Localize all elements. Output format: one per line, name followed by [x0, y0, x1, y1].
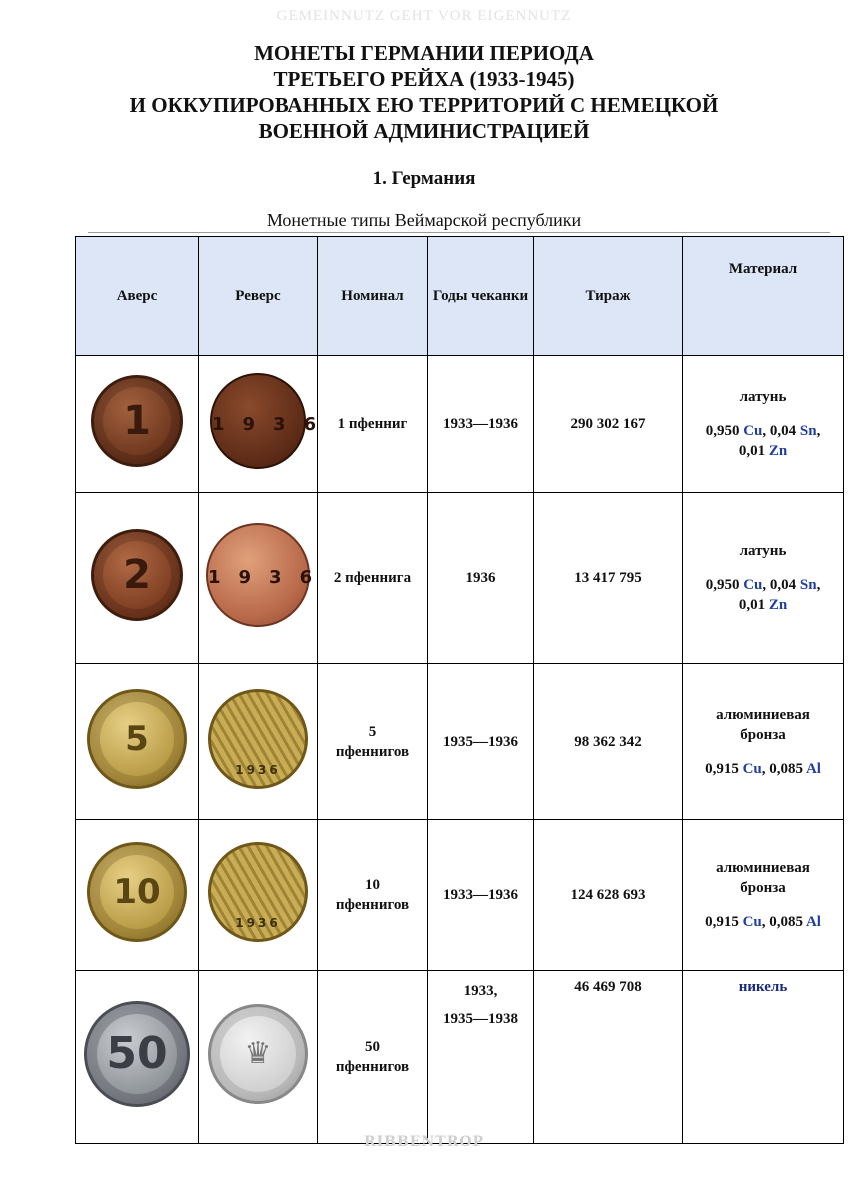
obverse-cell [76, 493, 199, 664]
coin-table [75, 236, 844, 1144]
element-symbol: Zn [768, 597, 788, 613]
material-name: алюминиевая [716, 706, 810, 723]
section-heading: 1. Германия [372, 168, 476, 189]
title-line-2: ТРЕТЬЕГО РЕЙХА (1933-1945) [273, 67, 575, 91]
footer-signature: RIBBENTROP [363, 1134, 485, 1150]
coin-year: 1936 [212, 414, 335, 435]
fraction: 0,950 [705, 577, 744, 593]
reverse-cell [199, 664, 318, 820]
table-header-row [76, 237, 844, 356]
coin-reverse-image [208, 842, 308, 942]
coin-digit: 10 [113, 872, 161, 912]
reverse-cell [199, 493, 331, 664]
header-obverse: Аверс [76, 237, 199, 356]
watermark-motto: GEMEINNUTZ GEHT VOR EIGENNUTZ [276, 8, 572, 24]
coin-reverse-image [208, 1004, 308, 1104]
coin-obverse-image [84, 1001, 190, 1107]
obverse-cell [76, 971, 199, 1144]
table-row [76, 664, 844, 820]
coin-obverse-image [91, 529, 183, 621]
composition [706, 423, 821, 459]
denomination-value: 10 [365, 877, 380, 893]
title-line-4: ВОЕННОЙ АДМИНИСТРАЦИЕЙ [258, 119, 590, 143]
material-cell [683, 820, 844, 971]
reverse-cell [199, 356, 335, 493]
element-symbol: Al [805, 914, 821, 930]
years-cell [428, 971, 534, 1144]
denomination-cell [318, 820, 428, 971]
fraction: 0,915 [705, 914, 743, 930]
obverse-cell [76, 664, 199, 820]
mintage-cell: 98 362 342 [534, 664, 683, 820]
obverse-cell [76, 820, 199, 971]
denomination-value: 50 [365, 1039, 380, 1055]
header-denomination: Номинал [318, 237, 428, 356]
material-name: алюминиевая [716, 860, 810, 876]
element-symbol: Zn [768, 443, 788, 459]
denomination-unit: пфеннигов [335, 897, 410, 913]
separator: , [816, 423, 821, 439]
fraction: , 0,085 [761, 760, 806, 777]
table-caption: Монетные типы Веймарской республики [266, 210, 582, 230]
denomination-cell [318, 971, 428, 1144]
coin-year: 1936 [208, 567, 331, 588]
caption-rule [88, 232, 830, 233]
composition [706, 577, 821, 613]
page-title [0, 40, 848, 144]
material-name: бронза [740, 726, 786, 743]
fraction: 0,01 [738, 443, 769, 459]
coin-obverse-image [87, 842, 187, 942]
header-years: Годы чеканки [428, 237, 534, 356]
element-symbol: Cu [743, 577, 763, 593]
coin-year: 1936 [235, 916, 281, 930]
element-symbol: Al [805, 760, 821, 777]
coin-reverse-image [208, 689, 308, 789]
reverse-cell [199, 971, 318, 1144]
eagle-icon: ♛ [244, 1036, 272, 1071]
coin-digit: 1 [123, 398, 151, 444]
material-name: латунь [739, 389, 787, 405]
material-name: бронза [740, 880, 786, 896]
denomination-unit: пфеннигов [335, 743, 410, 760]
material-cell [683, 356, 844, 493]
mintage-cell: 13 417 795 [534, 493, 683, 664]
composition [705, 914, 821, 930]
fraction: , 0,04 [762, 423, 800, 439]
denomination-unit: пфеннигов [335, 1059, 410, 1075]
years-line: 1935—1938 [443, 1011, 518, 1027]
fraction: , 0,085 [761, 914, 806, 930]
years-cell: 1935—1936 [428, 664, 534, 820]
title-line-1: МОНЕТЫ ГЕРМАНИИ ПЕРИОДА [254, 41, 594, 65]
material-cell: никель [683, 971, 844, 1144]
element-symbol: Cu [742, 760, 762, 777]
years-cell: 1933—1936 [428, 820, 534, 971]
coin-digit: 50 [106, 1028, 168, 1079]
coin-reverse-image [206, 523, 331, 627]
table-row [76, 356, 844, 493]
fraction: , 0,04 [762, 577, 800, 593]
coin-digit: 2 [123, 552, 151, 598]
coin-digit: 5 [125, 718, 149, 759]
years-line: 1933, [463, 983, 498, 999]
denomination-cell [318, 664, 428, 820]
header-mintage: Тираж [534, 237, 683, 356]
material-cell [683, 493, 844, 664]
coin-obverse-image [87, 689, 187, 789]
material-name: латунь [739, 543, 787, 559]
fraction: 0,915 [705, 760, 743, 777]
mintage-cell: 124 628 693 [534, 820, 683, 971]
coin-reverse-image [210, 373, 335, 469]
header-material: Материал [683, 237, 844, 356]
table-row [76, 971, 844, 1144]
element-symbol: Sn [799, 577, 817, 593]
mintage-cell: 46 469 708 [534, 971, 683, 1144]
element-symbol: Cu [742, 914, 762, 930]
denomination-cell: 1 пфенниг [318, 356, 428, 493]
coin-obverse-image [91, 375, 183, 467]
reverse-cell [199, 820, 318, 971]
coin-year: 1936 [235, 762, 281, 777]
header-reverse: Реверс [199, 237, 318, 356]
obverse-cell [76, 356, 199, 493]
title-line-3: И ОККУПИРОВАННЫХ ЕЮ ТЕРРИТОРИЙ С НЕМЕЦКОЙ [129, 93, 719, 117]
years-cell: 1933—1936 [428, 356, 534, 493]
fraction: 0,01 [738, 597, 769, 613]
material-cell [683, 664, 844, 820]
denomination-value: 5 [368, 723, 377, 740]
years-cell: 1936 [428, 493, 534, 664]
element-symbol: Sn [799, 423, 817, 439]
denomination-cell: 2 пфеннига [318, 493, 428, 664]
fraction: 0,950 [705, 423, 744, 439]
mintage-cell: 290 302 167 [534, 356, 683, 493]
composition [705, 761, 821, 777]
separator: , [816, 577, 821, 593]
table-row [76, 493, 844, 664]
table-row [76, 820, 844, 971]
element-symbol: Cu [743, 423, 763, 439]
